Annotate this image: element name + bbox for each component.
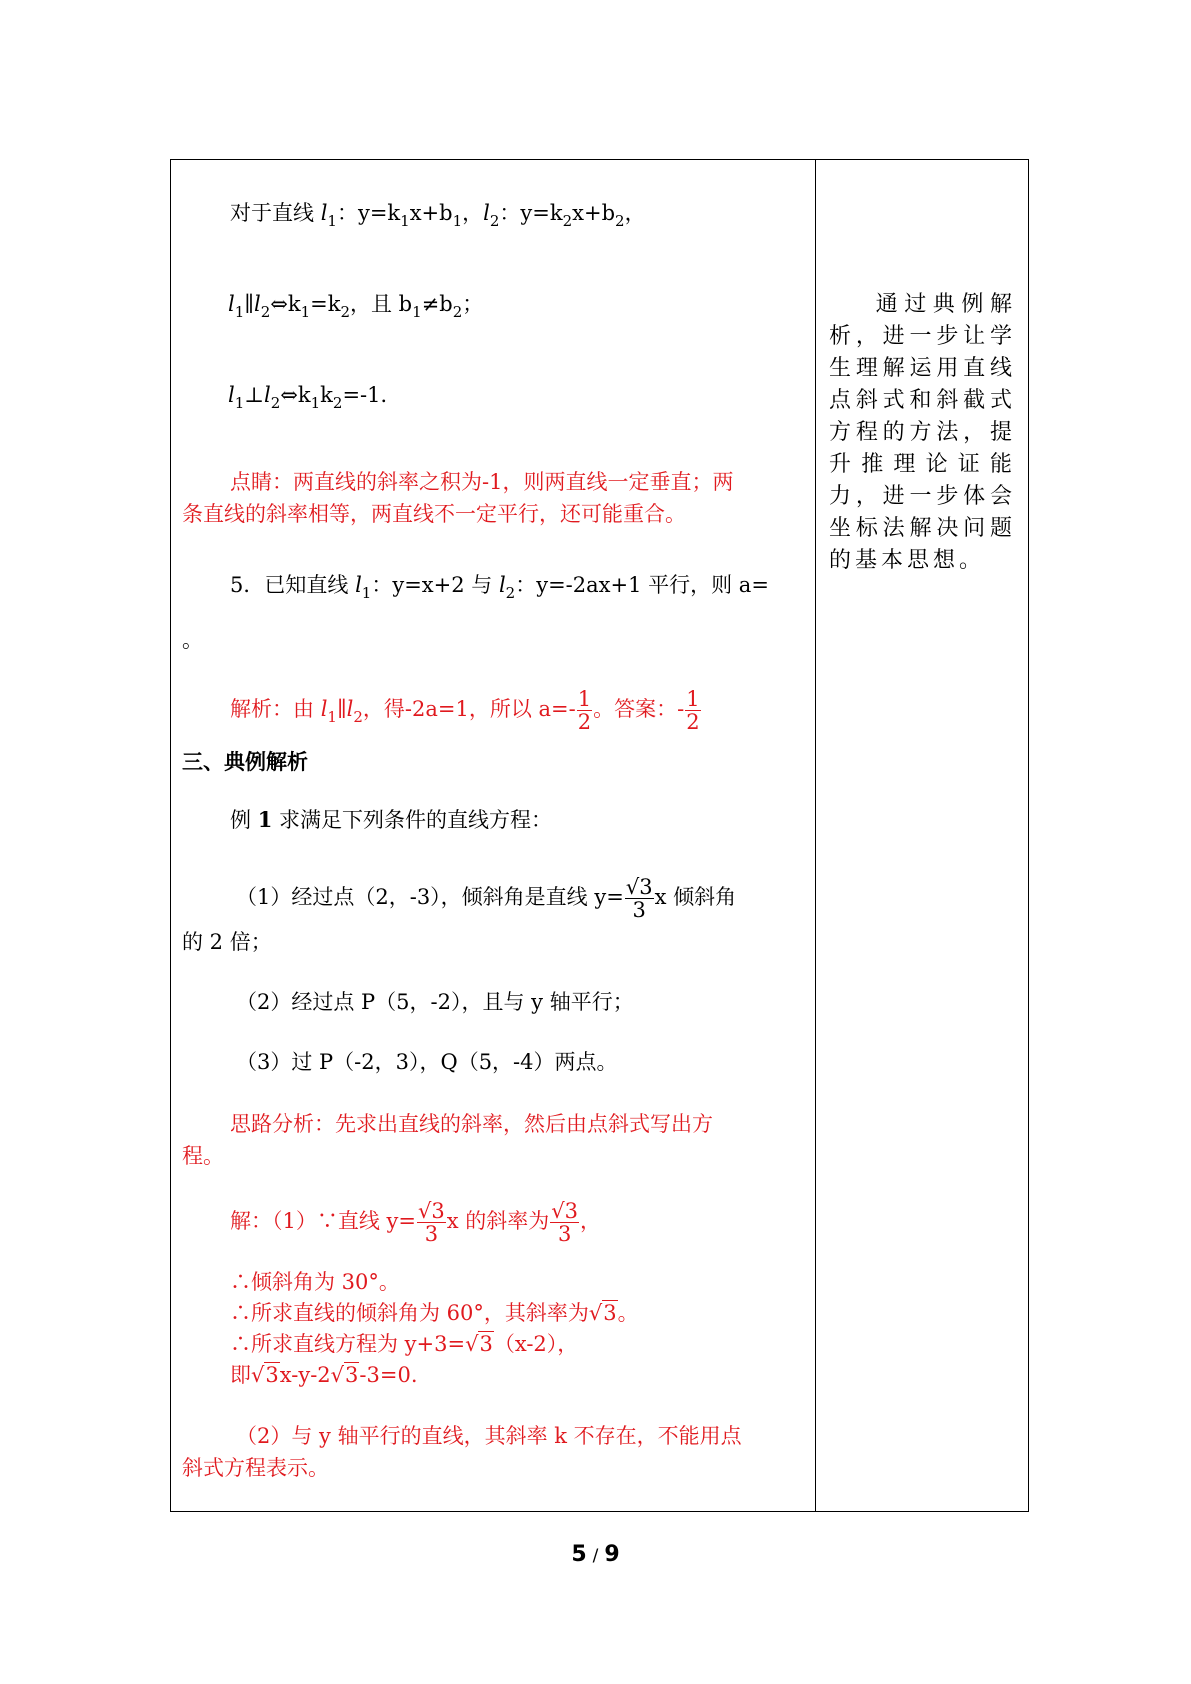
solution-step-2: ∴倾斜角为 30°。 [230, 1270, 400, 1294]
condition-3: （3）过 P（-2，3），Q（5，-4）两点。 [236, 1050, 618, 1074]
fraction: $\frac{√3}{3}$ [418, 1199, 445, 1247]
line-parallel-condition: $l_1\parallel l_2\Leftrightarrow k_1=k_2$，且 $b_1\ne b_2$； [228, 292, 484, 321]
solution-part-2-line-2: 斜式方程表示。 [182, 1456, 329, 1480]
line-slope-definitions: 对于直线 $l_1$：$y=k_1x+b_1$，$l_2$：$y=k_2x+b_2$， [230, 201, 646, 230]
answer-5: 解析：由 $l_1\parallel l_2$，得-2a=1，所以 a=- $\frac{1}{2}$ 。答案：- $\frac{1}{2}$ [230, 687, 700, 735]
solution-step-3: ∴所求直线的倾斜角为 60°，其斜率为√3。 [230, 1301, 639, 1325]
analysis-line-1: 思路分析：先求出直线的斜率，然后由点斜式写出方 [230, 1112, 713, 1136]
solution-step-5: 即√3x-y-2√3-3=0. [230, 1363, 418, 1387]
fraction: $\frac{1}{2}$ [577, 687, 592, 735]
fraction: $\frac{√3}{3}$ [625, 875, 653, 923]
section-heading: 三、典例解析 [182, 750, 308, 774]
analysis-line-2: 程。 [182, 1144, 224, 1168]
condition-2: （2）经过点 P（5，-2），且与 y 轴平行； [236, 990, 634, 1014]
example-1-title: 例 1 求满足下列条件的直线方程： [230, 807, 552, 832]
fraction: $\frac{1}{2}$ [686, 687, 700, 735]
solution-part-2-line-1: （2）与 y 轴平行的直线，其斜率 k 不存在，不能用点 [236, 1424, 742, 1448]
column-divider [815, 159, 816, 1512]
solution-1: 解：（1）∵直线 y= $\frac{√3}{3}$ x 的斜率为 $\frac{√3}{3}$ ， [230, 1199, 602, 1247]
solution-step-4: ∴所求直线方程为 y+3=√3（x-2）， [230, 1332, 579, 1356]
tip-line-1: 点睛：两直线的斜率之积为-1，则两直线一定垂直；两 [230, 470, 734, 494]
condition-1-cont: 的 2 倍； [182, 930, 272, 954]
question-5: 5．已知直线 $l_1$：y=x+2 与 $l_2$：y=-2ax+1 平行，则 a= [230, 573, 769, 602]
question-5-cont: 。 [182, 628, 203, 652]
condition-1: （1）经过点（2，-3），倾斜角是直线 y= $\frac{√3}{3}$ x 倾斜角 [236, 875, 737, 923]
side-note: 通过典例解析，进一步让学生理解运用直线点斜式和斜截式方程的方法，提升推理论证能力，进一步体会坐标法解决问题的基本思想。 [829, 292, 1016, 573]
tip-line-2: 条直线的斜率相等，两直线不一定平行，还可能重合。 [182, 502, 686, 526]
line-perpendicular-condition: $l_1\perp l_2\Leftrightarrow k_1k_2=-1$． [228, 383, 402, 412]
page-number: 5 / 9 [571, 1542, 620, 1567]
fraction: $\frac{√3}{3}$ [551, 1199, 579, 1247]
